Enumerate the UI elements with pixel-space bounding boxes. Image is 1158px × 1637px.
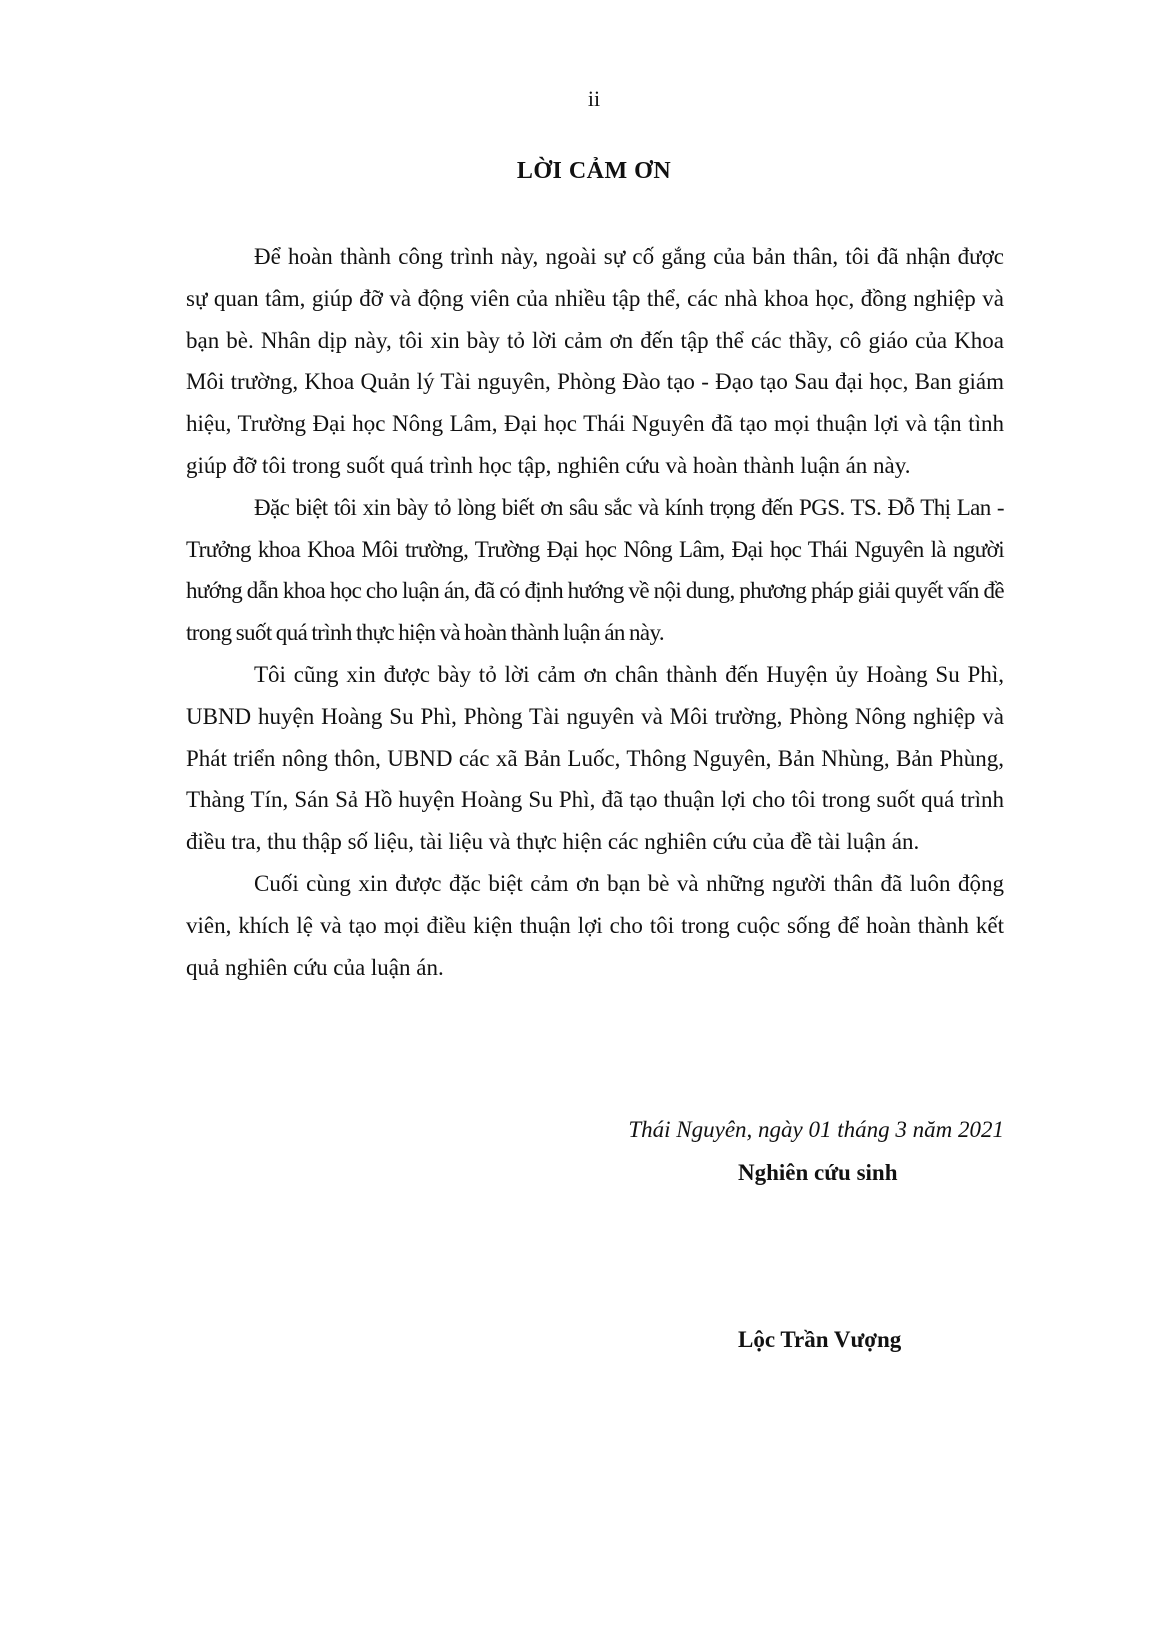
paragraph-1: Để hoàn thành công trình này, ngoài sự cố gắng của bản thân, tôi đã nhận được sự quan tâm, giúp đỡ và động viên của nhiều tập thể, các nhà khoa học, đồng nghiệp và bạn bè. Nhân dịp này, tôi xin bày tỏ lời cảm ơn đến tập thể các thầy, cô giáo của Khoa Môi trường, Khoa Quản lý Tài nguyên, Phòng Đào tạo - Đạo tạo Sau đại học, Ban giám hiệu, Trường Đại học Nông Lâm, Đại học Thái Nguyên đã tạo mọi thuận lợi và tận tình giúp đỡ tôi trong suốt quá trình học tập, nghiên cứu và hoàn thành luận án này. (186, 244, 1004, 478)
paragraph-3: Tôi cũng xin được bày tỏ lời cảm ơn chân thành đến Huyện ủy Hoàng Su Phì, UBND huyện Hoàng Su Phì, Phòng Tài nguyên và Môi trường, Phòng Nông nghiệp và Phát triển nông thôn, UBND các xã Bản Luốc, Thông Nguyên, Bản Nhùng, Bản Phùng, Thàng Tín, Sán Sả Hồ huyện Hoàng Su Phì, đã tạo thuận lợi cho tôi trong suốt quá trình điều tra, thu thập số liệu, tài liệu và thực hiện các nghiên cứu của đề tài luận án. (186, 661, 1004, 855)
page-title: LỜI CẢM ƠN (516, 158, 672, 184)
paragraph-4: Cuối cùng xin được đặc biệt cảm ơn bạn bè và những người thân đã luôn động viên, khích lệ và tạo mọi điều kiện thuận lợi cho tôi trong cuộc sống để hoàn thành kết quả nghiên cứu của luận án. (186, 870, 1004, 980)
paragraph-2: Đặc biệt tôi xin bày tỏ lòng biết ơn sâu sắc và kính trọng đến PGS. TS. Đỗ Thị Lan - Trưởng khoa Khoa Môi trường, Trường Đại học Nông Lâm, Đại học Thái Nguyên là người hướng dẫn khoa học cho luận án, đã có định hướng về nội dung, phương pháp giải quyết vấn đề trong suốt quá trình thực hiện và hoàn thành luận án này. (186, 494, 1004, 646)
closing-role: Nghiên cứu sinh (738, 1160, 898, 1185)
signature-name: Lộc Trần Vượng (738, 1327, 902, 1352)
acknowledgement-body (186, 236, 1004, 988)
closing-place-date: Thái Nguyên, ngày 01 tháng 3 năm 2021 (628, 1117, 1004, 1142)
page-number: ii (587, 86, 601, 111)
